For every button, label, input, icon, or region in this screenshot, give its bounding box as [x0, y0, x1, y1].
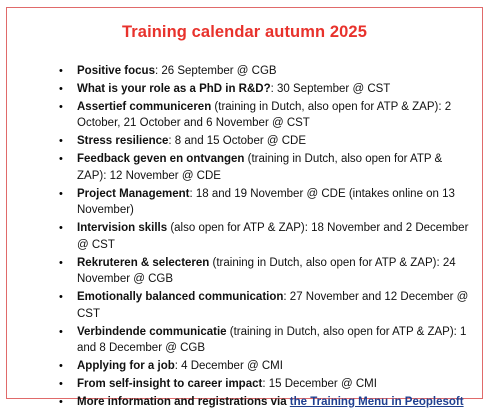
training-details: (also open for ATP & ZAP): 18 November and 2 December @ CST — [77, 222, 469, 251]
training-details: : 18 and 19 November @ CDE (intakes online on 13 November) — [77, 187, 455, 217]
training-details: (training in Dutch, also open for ATP & ZAP): 12 November @ CDE — [77, 153, 443, 182]
training-details: : 15 December @ CMI — [262, 377, 377, 390]
training-details: : 8 and 15 October @ CDE — [168, 135, 307, 148]
list-item — [59, 81, 471, 98]
bullet-icon: • — [59, 291, 63, 304]
list-item — [59, 133, 471, 150]
training-details: (training in Dutch, also open for ATP & ZAP): 1 and 8 December @ CGB — [77, 325, 467, 355]
list-item — [59, 289, 471, 322]
training-name: Rekruteren & selecteren — [77, 256, 210, 269]
training-name: Positive focus — [77, 65, 155, 77]
list-item-more-info — [59, 394, 471, 411]
bullet-icon: • — [59, 377, 63, 390]
bullet-icon: • — [59, 222, 63, 235]
bullet-icon: • — [59, 153, 63, 166]
training-details: : 30 September @ CST — [270, 82, 391, 95]
list-item — [59, 63, 471, 80]
training-details: (training in Dutch, also open for ATP & ZAP): 2 October, 21 October and 6 November @ CST — [77, 100, 452, 130]
bullet-icon: • — [59, 256, 63, 269]
bullet-icon: • — [59, 325, 63, 338]
training-list — [59, 63, 471, 412]
bullet-icon: • — [59, 135, 63, 148]
training-details: : 27 November and 12 December @ CST — [77, 291, 469, 320]
bullet-icon: • — [59, 100, 63, 113]
list-item — [59, 376, 471, 393]
training-name: From self-insight to career impact — [77, 377, 263, 390]
bullet-icon: • — [59, 360, 63, 373]
training-name: Verbindende communicatie — [77, 325, 227, 338]
training-calendar-card — [6, 7, 483, 408]
page-title: Training calendar autumn 2025 — [122, 23, 367, 41]
list-item — [59, 324, 471, 357]
bullet-icon: • — [59, 65, 63, 77]
list-item — [59, 255, 471, 288]
bullet-icon: • — [59, 187, 63, 200]
more-info-text: More information and registrations via — [77, 395, 290, 408]
training-name: Stress resilience — [77, 135, 169, 148]
training-name: Project Management — [77, 187, 190, 200]
list-item — [59, 220, 471, 253]
training-name: Applying for a job — [77, 360, 175, 373]
training-name: Intervision skills — [77, 222, 168, 235]
training-details: : 4 December @ CMI — [174, 360, 283, 373]
list-item — [59, 151, 471, 184]
training-name: Assertief communiceren — [77, 100, 212, 113]
list-item — [59, 186, 471, 219]
training-details: : 26 September @ CGB — [154, 65, 277, 77]
training-details: (training in Dutch, also open for ATP & ZAP): 24 November @ CGB — [77, 256, 456, 286]
bullet-icon: • — [59, 395, 63, 408]
bullet-icon: • — [59, 82, 63, 95]
training-name: Emotionally balanced communication — [77, 291, 284, 304]
training-name: Feedback geven en ontvangen — [77, 153, 245, 166]
training-name: What is your role as a PhD in R&D? — [77, 82, 271, 95]
list-item — [59, 358, 471, 375]
list-item — [59, 99, 471, 132]
training-menu-link[interactable]: the Training Menu in Peoplesoft — [289, 395, 464, 408]
